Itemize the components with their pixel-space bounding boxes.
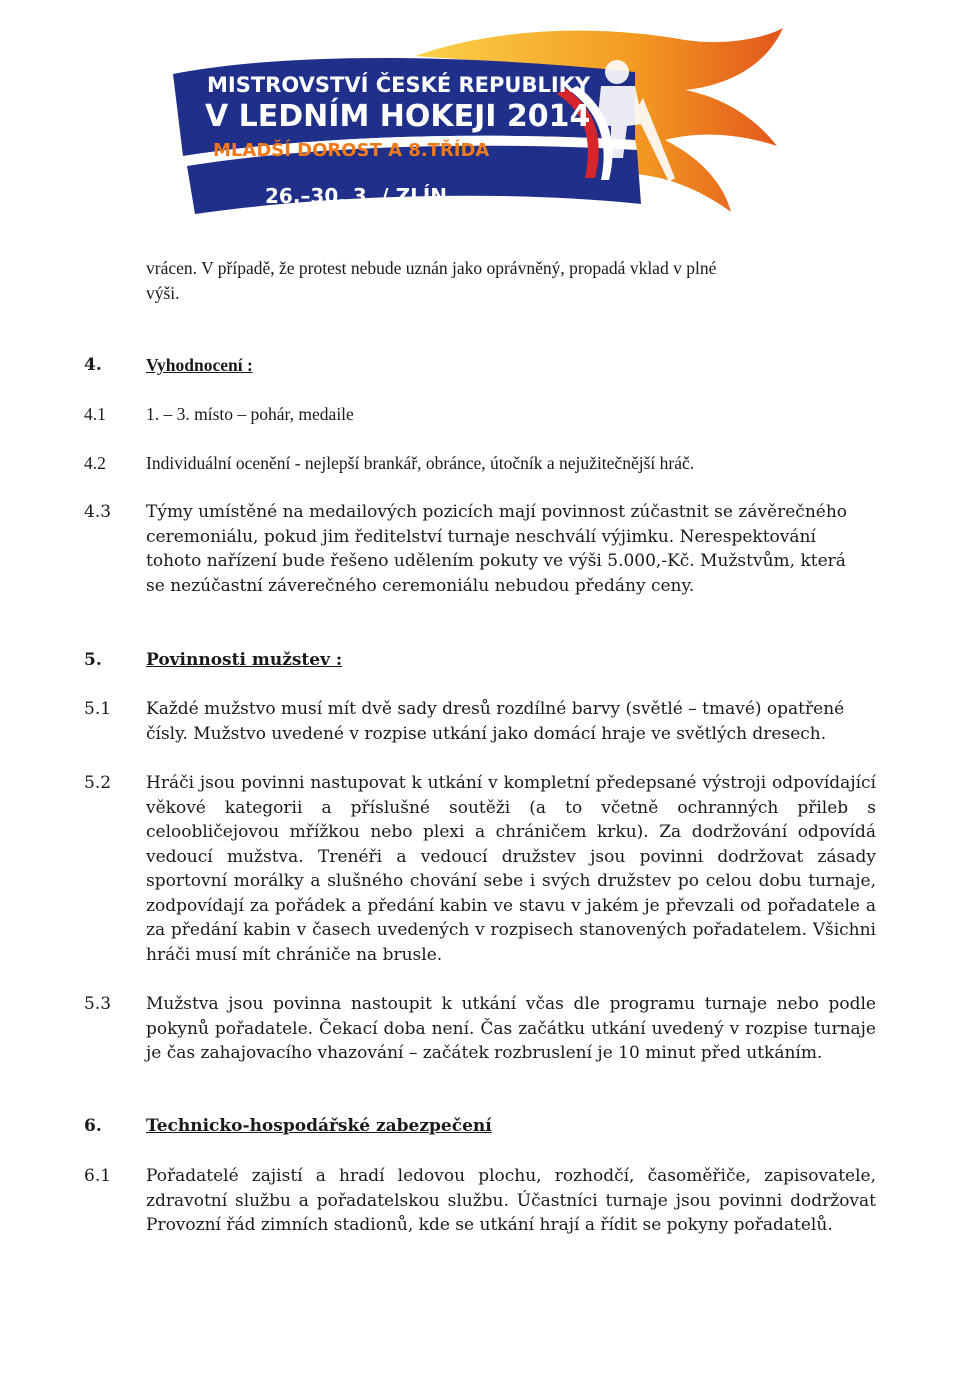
item-5-1-number: 5.1 [84, 699, 112, 719]
section-6-title: Technicko-hospodářské zabezpečení [146, 1116, 492, 1136]
item-4-3-line-2: ceremoniálu, pokud jim ředitelství turnaje neschválí výjimku. Nerespektování [146, 527, 816, 547]
section-4-number: 4. [84, 355, 102, 375]
item-4-3-line-4: se nezúčastní záverečného ceremoniálu nebudou předány ceny. [146, 576, 695, 596]
item-5-2-number: 5.2 [84, 773, 112, 793]
item-4-3-line-1: Týmy umístěné na medailových pozicích mají povinnost zúčastnit se závěrečného [146, 502, 848, 522]
item-5-3-number: 5.3 [84, 994, 112, 1014]
item-5-3-text: Mužstva jsou povinna nastoupit k utkání včas dle programu turnaje nebo podle pokynů pořadatele. Čekací doba není. Čas začátku utkání uvedený v rozpise turnaje je čas zahajovacího vhazování – začátek rozbruslení je 10 minut před utkáním. [146, 994, 876, 1063]
section-5-number: 5. [84, 650, 102, 670]
item-4-1-text: 1. – 3. místo – pohár, medaile [146, 404, 354, 424]
logo-line3: MLADŠÍ DOROST A 8.TŘÍDA [213, 140, 490, 161]
section-5-title: Povinnosti mužstev : [146, 650, 343, 670]
item-4-3-number: 4.3 [84, 502, 112, 522]
item-5-1-line-2: čísly. Mužstvo uvedené v rozpise utkání jako domácí hraje ve světlých dresech. [146, 724, 827, 744]
item-5-2-text: Hráči jsou povinni nastupovat k utkání v kompletní předepsané výstroji odpovídající věkové kategorii a příslušné soutěži (a to včetně ochranných přileb s celoobličejovou mřížkou nebo plexi a chráničem krku). Za dodržování odpovídá vedoucí mužstva. Trenéři a vedoucí družstev jsou povinni dodržovat zásady sportovní morálky a slušného chování sebe i svých družstev po celou dobu turnaje, zodpovídají za pořádek a předání kabin ve stavu v jakém je převzali od pořadatele a za předání kabin v časech uvedených v rozpisech stanovených pořadatelem. Všichni hráči musí mít chrániče na brusle. [146, 773, 876, 965]
intro-line-1: vrácen. V případě, že protest nebude uznán jako oprávněný, propadá vklad v plné [146, 258, 717, 278]
logo-line1: MISTROVSTVÍ ČESKÉ REPUBLIKY [207, 73, 591, 97]
item-6-1-number: 6.1 [84, 1166, 112, 1186]
section-6-number: 6. [84, 1116, 102, 1136]
item-4-1-number: 4.1 [84, 404, 106, 424]
item-5-1-line-1: Každé mužstvo musí mít dvě sady dresů rozdílné barvy (světlé – tmavé) opatřené [146, 699, 845, 719]
logo-line2: V LEDNÍM HOKEJI 2014 [205, 99, 591, 134]
item-6-1-text: Pořadatelé zajistí a hradí ledovou plochu, rozhodčí, časoměřiče, zapisovatele, zdravotní službu a pořadatelskou službu. Účastníci turnaje jsou povinni dodržovat Provozní řád zimních stadionů, kde se utkání hrají a řídit se pokyny pořadatelů. [146, 1166, 876, 1235]
item-4-2-text: Individuální ocenění - nejlepší brankář, obránce, útočník a nejužitečnější hráč. [146, 453, 695, 473]
item-4-2-number: 4.2 [84, 453, 106, 473]
intro-line-2: výši. [146, 283, 180, 303]
championship-logo [165, 28, 785, 218]
item-4-3-line-3: tohoto nařízení bude řešeno udělením pokuty ve výši 5.000,-Kč. Mužstvům, která [146, 551, 846, 571]
section-4-title: Vyhodnocení : [146, 355, 253, 375]
logo-dates: 26.–30. 3. / ZLÍN [265, 184, 447, 208]
